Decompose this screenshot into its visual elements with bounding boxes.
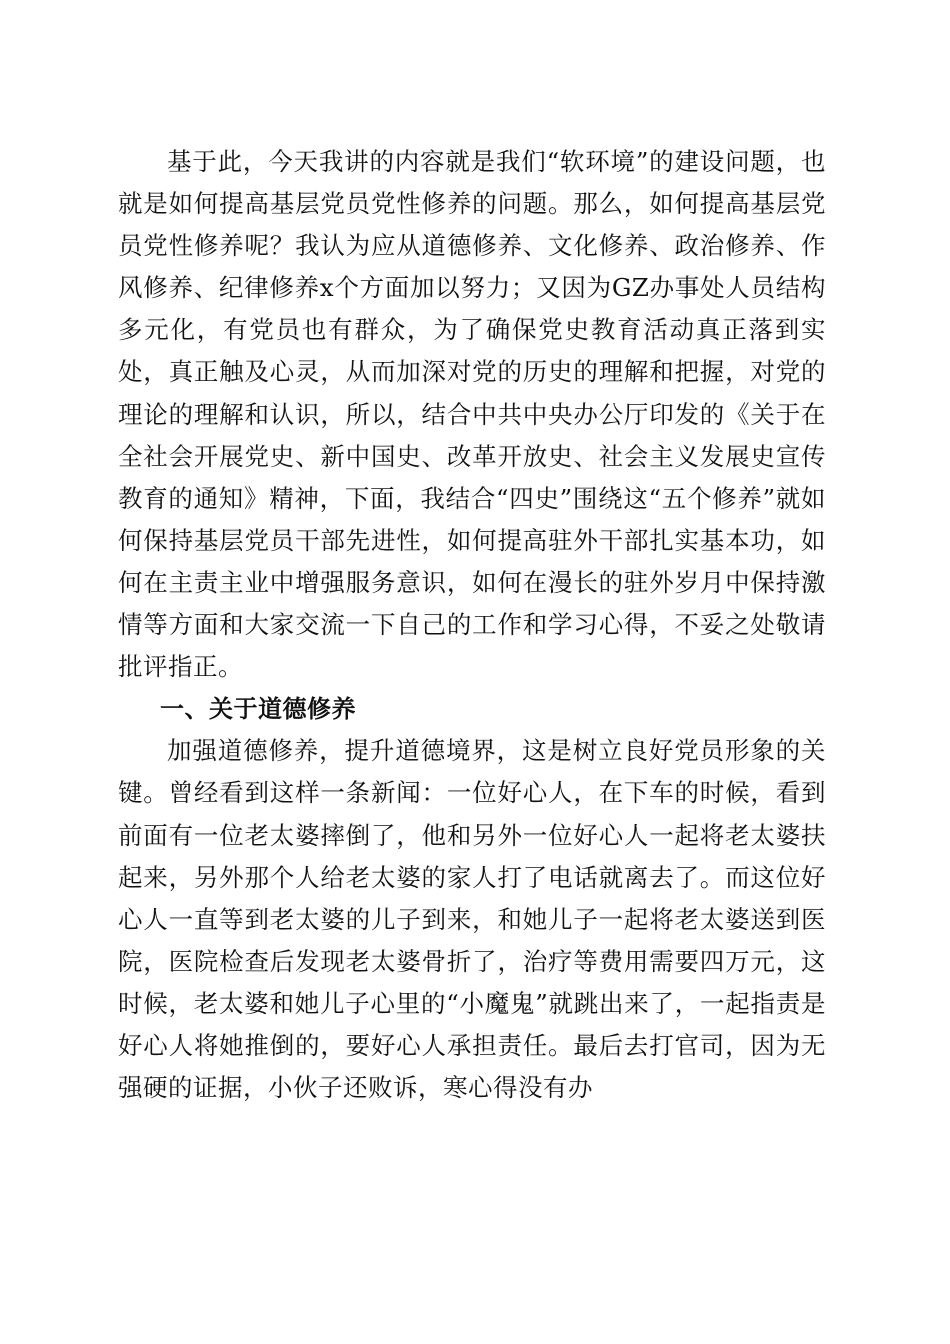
moral-cultivation-paragraph: 加强道德修养，提升道德境界，这是树立良好党员形象的关键。曾经看到这样一条新闻：一位好心人，在下车的时候，看到前面有一位老太婆摔倒了，他和另外一位好心人一起将老太婆扶起来，另外那个人给老太婆的家人打了电话就离去了。而这位好心人一直等到老太婆的儿子到来，和她儿子一起将老太婆送到医院，医院检查后发现老太婆骨折了，治疗等费用需要四万元，这时候，老太婆和她儿子心里的“小魔鬼”就跳出来了，一起指责是好心人将她推倒的，要好心人承担责任。最后去打官司，因为无强硬的证据，小伙子还败诉，寒心得没有办	[118, 736, 826, 1103]
intro-paragraph: 基于此，今天我讲的内容就是我们“软环境”的建设问题，也就是如何提高基层党员党性修养的问题。那么，如何提高基层党员党性修养呢？我认为应从道德修养、文化修养、政治修养、作风修养、纪律修养x个方面加以努力；又因为GZ办事处人员结构多元化，有党员也有群众，为了确保党史教育活动真正落到实处，真正触及心灵，从而加深对党的历史的理解和把握，对党的理论的理解和认识，所以，结合中共中央办公厅印发的《关于在全社会开展党史、新中国史、改革开放史、社会主义发展史宣传教育的通知》精神，下面，我结合“四史”围绕这“五个修养”就如何保持基层党员干部先进性，如何提高驻外干部扎实基本功，如何在主责主业中增强服务意识，如何在漫长的驻外岁月中保持激情等方面和大家交流一下自己的工作和学习心得，不妥之处敬请批评指正。	[118, 147, 826, 682]
document-body	[118, 141, 826, 1109]
section-heading: 一、关于道德修养	[160, 695, 356, 724]
